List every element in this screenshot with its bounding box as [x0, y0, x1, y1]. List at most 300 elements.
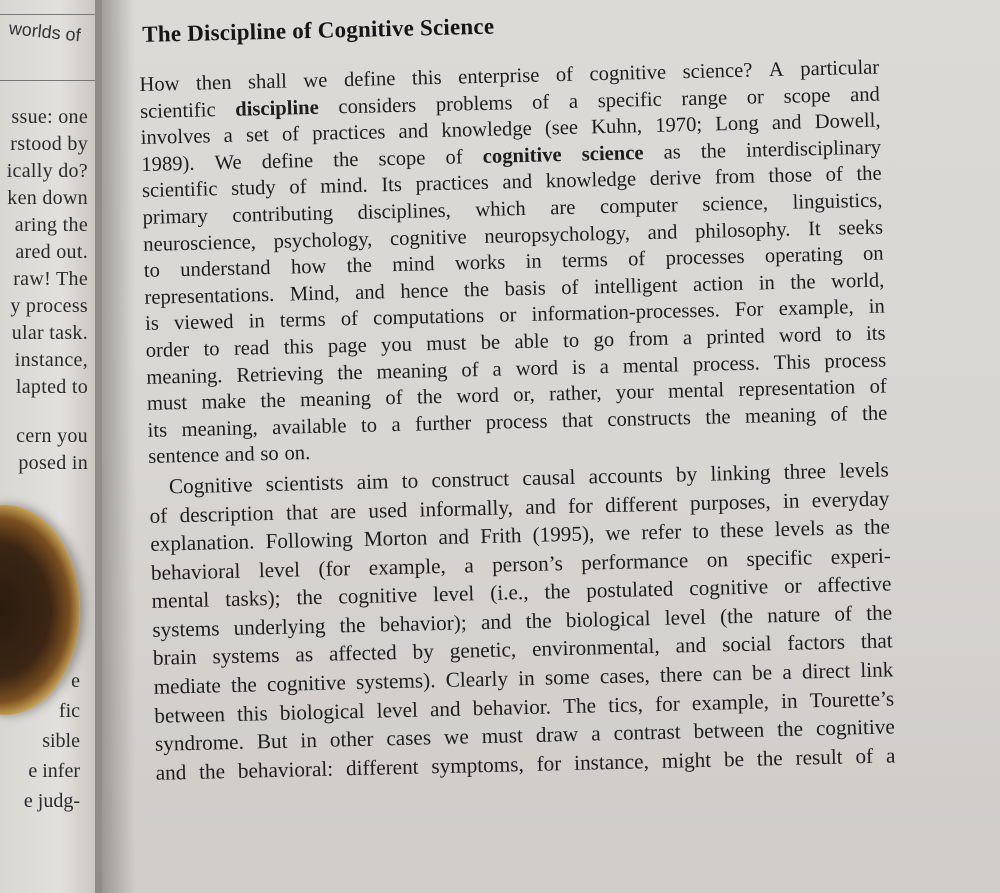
word: of: [561, 276, 579, 299]
word: define: [261, 149, 314, 173]
word: able: [514, 330, 550, 354]
word: you: [380, 333, 413, 357]
word: description: [179, 500, 275, 527]
word: scope: [378, 147, 426, 171]
word: the: [700, 139, 727, 163]
word: a: [391, 413, 401, 436]
word: a: [492, 358, 502, 381]
word: the: [337, 361, 363, 384]
word: process: [485, 410, 548, 434]
word: enterprise: [457, 64, 540, 89]
word: person’s: [491, 550, 564, 577]
left-page-fragment: e infer: [28, 760, 80, 782]
word: to: [203, 338, 220, 361]
word: of: [855, 743, 874, 769]
word: in: [868, 295, 886, 319]
word: to: [360, 414, 378, 437]
word: a: [885, 743, 896, 768]
word: level: [432, 581, 475, 607]
word: the: [198, 759, 226, 784]
word: in: [525, 250, 542, 274]
left-page-fragment: e: [71, 670, 80, 692]
word: make: [201, 390, 247, 414]
word: levels: [774, 516, 825, 542]
word: instance,: [573, 749, 650, 775]
word: example,: [691, 688, 770, 715]
word: so: [260, 443, 279, 466]
word: knowledge: [545, 168, 637, 193]
word: psychology,: [273, 228, 373, 253]
word: neuropsychology,: [484, 222, 631, 248]
word: that: [561, 409, 594, 432]
left-page-rule-top: [0, 14, 95, 15]
word: level: [376, 697, 419, 723]
word: then: [195, 71, 232, 95]
word: and: [524, 493, 557, 519]
left-page-fragment: ically do?: [6, 160, 88, 182]
word: and: [502, 171, 533, 194]
left-page-heading-text: worlds of: [7, 18, 82, 46]
word: and: [429, 696, 461, 721]
left-page-fragment: ared out.: [15, 241, 88, 263]
bold-term: discipline: [234, 96, 320, 121]
word: word: [515, 356, 559, 380]
word: in: [517, 665, 535, 691]
word: practices: [311, 121, 386, 146]
word: a: [223, 124, 234, 148]
word: the: [756, 745, 783, 771]
word: that: [285, 499, 319, 525]
word: specific: [746, 544, 813, 571]
left-page-fragment: ular task.: [11, 322, 88, 344]
word: systems).: [355, 668, 436, 695]
word: used: [368, 497, 408, 523]
word: sentence: [147, 444, 220, 469]
word: representations.: [144, 283, 275, 309]
left-page-fragment: raw! The: [13, 268, 88, 290]
word: the: [230, 672, 258, 698]
word: and: [224, 443, 255, 467]
word: for: [567, 492, 594, 518]
word: cases: [386, 725, 432, 751]
word: behavior);: [379, 610, 468, 637]
word: we: [303, 69, 328, 93]
word: the: [416, 386, 443, 409]
word: the: [525, 608, 552, 633]
word: construct: [431, 466, 510, 493]
word: behavioral: [150, 558, 241, 585]
word: word: [778, 323, 822, 347]
word: (the: [719, 603, 754, 629]
word: as: [663, 141, 682, 164]
word: of: [830, 403, 848, 426]
word: those: [768, 164, 813, 188]
word: how: [290, 255, 327, 279]
left-page-fragment: e judg-: [23, 790, 80, 812]
word: might: [661, 747, 712, 773]
word: the: [863, 514, 891, 540]
word: action: [692, 272, 744, 296]
word: a: [463, 552, 474, 578]
word: intelligent: [593, 274, 678, 299]
word: mind.: [319, 175, 368, 199]
word: meaning: [299, 387, 372, 412]
word: and: [438, 524, 470, 550]
word: and: [480, 609, 512, 634]
word: the: [260, 389, 286, 413]
word: syndrome.: [154, 729, 245, 757]
word: are: [550, 196, 576, 220]
word: page: [327, 334, 367, 358]
word: from: [714, 165, 756, 189]
word: everyday: [811, 485, 890, 512]
left-page-fragment: instance,: [14, 349, 88, 371]
word: primary: [142, 205, 209, 229]
word: processes: [665, 245, 745, 270]
word: basis: [504, 277, 547, 301]
word: affected: [328, 640, 398, 667]
word: cognitive: [266, 670, 347, 697]
word: scientific: [139, 98, 216, 123]
word: a: [682, 326, 693, 350]
word: are: [329, 498, 357, 524]
word: of: [531, 90, 550, 114]
word: Tourette’s: [809, 686, 895, 713]
word: the: [296, 585, 323, 610]
word: computer: [599, 194, 678, 219]
word: is: [144, 312, 160, 336]
word: available: [271, 414, 347, 439]
word: and: [354, 281, 386, 304]
word: We: [214, 151, 242, 175]
word: further: [414, 411, 472, 436]
word: genetic,: [449, 637, 517, 664]
word: of: [385, 386, 403, 410]
left-page-fragments-top: [7, 104, 88, 401]
book-gutter-shadow: [95, 0, 135, 893]
word: of: [869, 375, 887, 398]
word: cognitive: [389, 225, 467, 250]
left-page-fragment: sible: [42, 730, 80, 752]
word: (i.e.,: [489, 580, 529, 606]
word: This: [773, 350, 811, 374]
word: or: [499, 304, 517, 327]
word: on: [706, 546, 729, 572]
word: example,: [778, 296, 854, 321]
word: by: [675, 461, 698, 487]
word: by: [412, 639, 435, 665]
word: philosophy.: [694, 218, 791, 243]
word: there: [659, 661, 703, 687]
word: be: [480, 331, 501, 354]
word: and: [849, 83, 881, 106]
word: aim: [356, 469, 389, 494]
word: The: [562, 693, 597, 718]
word: must: [426, 332, 467, 356]
word: this: [283, 335, 314, 359]
word: meaning: [744, 403, 817, 428]
word: in: [248, 310, 265, 333]
word: biological: [565, 605, 651, 632]
left-page-fragment: posed in: [18, 452, 88, 474]
word: and: [771, 111, 802, 135]
word: different: [604, 490, 678, 517]
left-page-fragment: lapted to: [15, 376, 88, 398]
word: mental: [151, 587, 210, 614]
word: knowledge: [441, 117, 532, 143]
word: nature: [766, 601, 821, 628]
word: systems: [152, 616, 220, 642]
word: hence: [400, 279, 449, 303]
word: rather,: [548, 382, 602, 406]
word: on.: [284, 442, 311, 465]
word: be: [723, 746, 745, 772]
word: this: [411, 66, 442, 90]
word: 1970;: [654, 113, 703, 138]
word: A: [768, 58, 785, 82]
word: example,: [368, 553, 447, 580]
word: the: [463, 278, 490, 302]
word: draw: [535, 722, 579, 748]
word: of: [461, 358, 479, 382]
word: of: [834, 601, 853, 626]
word: biological: [279, 698, 365, 725]
word: scientific: [141, 178, 218, 203]
word: environmental,: [531, 634, 660, 662]
word: explanation.: [150, 529, 255, 556]
word: level: [664, 604, 707, 630]
word: must: [481, 723, 524, 749]
word: cognitive: [589, 61, 667, 86]
word: factors: [787, 629, 846, 656]
word: mind: [392, 253, 435, 277]
word: social: [721, 631, 772, 657]
word: contributing: [232, 202, 334, 227]
word: the: [332, 148, 359, 172]
word: we: [605, 520, 631, 546]
word: But: [256, 728, 288, 754]
word: Morton: [363, 525, 428, 551]
word: affective: [817, 571, 892, 598]
word: derive: [649, 167, 702, 191]
word: Long: [714, 112, 759, 136]
word: other: [329, 726, 374, 752]
word: postulated: [585, 576, 674, 603]
word: particular: [800, 56, 880, 81]
word: How: [139, 73, 180, 96]
word: a: [590, 721, 601, 746]
word: Its: [381, 174, 403, 197]
section-title: The Discipline of Cognitive Science: [141, 13, 495, 47]
word: practices: [415, 172, 489, 196]
word: as: [295, 642, 314, 667]
word: of: [627, 248, 646, 271]
word: which: [475, 197, 526, 222]
word: levels: [839, 457, 889, 483]
word: link: [860, 657, 894, 683]
word: mediate: [153, 673, 221, 699]
word: define: [343, 67, 396, 92]
word: works: [454, 251, 506, 275]
word: level: [258, 557, 301, 582]
word: viewed: [173, 311, 234, 335]
word: to: [143, 259, 161, 283]
word: to: [835, 323, 852, 346]
word: scope: [783, 84, 831, 108]
word: cognitive: [338, 582, 418, 609]
word: linguistics,: [792, 189, 883, 214]
bold-term: science: [581, 141, 644, 166]
word: seeks: [838, 216, 884, 240]
word: the: [705, 405, 731, 429]
word: meaning: [376, 359, 448, 384]
word: printed: [706, 325, 765, 349]
word: between: [154, 701, 226, 728]
word: process: [824, 349, 887, 373]
word: constructs: [607, 406, 692, 431]
word: disciplines,: [357, 199, 452, 224]
word: of: [281, 123, 300, 146]
word: as: [834, 515, 854, 540]
word: information-processes.: [531, 299, 720, 327]
word: understand: [179, 257, 271, 282]
word: scientists: [265, 470, 344, 497]
word: to: [401, 468, 419, 493]
word: Retrieving: [236, 362, 324, 387]
word: the: [861, 402, 888, 425]
word: systems: [212, 643, 280, 669]
word: we: [443, 724, 469, 750]
word: representation: [738, 376, 856, 402]
left-page-fragment: rstood by: [10, 133, 88, 155]
word: three: [783, 458, 827, 484]
word: terms: [279, 309, 326, 333]
word: science?: [682, 59, 753, 84]
word: the: [865, 600, 893, 625]
word: read: [233, 336, 270, 360]
word: It: [807, 217, 821, 240]
word: and: [155, 759, 187, 785]
left-page-fragment: aring the: [14, 214, 88, 236]
word: different: [345, 754, 419, 781]
word: Dowell,: [814, 109, 881, 134]
word: or: [746, 85, 765, 109]
word: Frith: [479, 523, 522, 549]
word: some: [544, 664, 590, 690]
word: world,: [830, 269, 885, 293]
word: informally,: [419, 494, 514, 521]
left-page-fragment: ken down: [7, 187, 88, 209]
word: your: [615, 381, 654, 404]
left-page-fragment: ssue: one: [11, 106, 88, 128]
word: in: [780, 688, 798, 713]
word: a: [599, 355, 610, 378]
word: underlying: [233, 613, 326, 640]
word: in: [758, 271, 776, 295]
word: shall: [247, 70, 288, 94]
word: a: [568, 90, 579, 113]
word: for: [536, 751, 562, 776]
word: brain: [152, 645, 197, 671]
word: and: [398, 120, 429, 144]
word: behavior.: [472, 694, 552, 720]
word: and: [647, 220, 678, 244]
word: Cognitive: [168, 472, 253, 499]
page-content: [138, 5, 896, 788]
word: computations: [372, 305, 485, 330]
word: the: [339, 612, 366, 638]
word: or: [783, 573, 802, 599]
word: Mind,: [289, 282, 340, 306]
word: the: [544, 579, 571, 604]
word: of: [340, 308, 359, 331]
word: a: [782, 659, 793, 685]
word: in: [300, 728, 318, 753]
word: process.: [692, 351, 761, 376]
left-page-fragments-mid: [16, 423, 88, 477]
left-page-heading: [8, 18, 82, 46]
bold-term: cognitive: [482, 143, 562, 168]
word: Kuhn,: [590, 115, 643, 139]
word: of: [289, 176, 307, 199]
word: specific: [597, 88, 662, 112]
word: study: [230, 177, 276, 201]
left-page-fragment: fic: [58, 700, 80, 722]
word: linking: [710, 460, 771, 486]
word: refer: [641, 519, 682, 545]
word: in: [782, 488, 800, 513]
word: operating: [764, 243, 843, 268]
word: the: [776, 716, 804, 742]
word: to: [692, 518, 710, 544]
word: direct: [801, 658, 851, 684]
word: causal: [522, 464, 576, 490]
word: of: [149, 502, 168, 528]
paragraph-2: [149, 455, 896, 787]
word: meaning,: [181, 417, 258, 441]
word: the: [856, 162, 882, 186]
left-page-fragment: cern you: [16, 425, 88, 447]
word: for: [654, 691, 681, 716]
word: be: [751, 660, 773, 685]
word: For: [734, 298, 764, 322]
word: cognitive: [815, 714, 896, 741]
word: problems: [435, 91, 513, 116]
word: tics,: [607, 691, 644, 717]
word: accounts: [588, 462, 663, 489]
word: tasks);: [224, 586, 281, 612]
word: these: [719, 517, 764, 543]
word: to: [562, 329, 580, 353]
word: the: [790, 270, 816, 294]
word: this: [236, 700, 268, 726]
word: must: [146, 392, 188, 416]
word: behavioral:: [237, 756, 334, 783]
word: set: [245, 124, 270, 147]
word: that: [860, 628, 893, 654]
left-page-rule-bottom: [0, 80, 95, 81]
word: go: [593, 328, 615, 352]
word: of: [555, 63, 574, 87]
word: symptoms,: [431, 751, 525, 779]
word: terms: [561, 249, 609, 273]
word: neuroscience,: [142, 230, 257, 256]
word: the: [346, 254, 373, 278]
word: Following: [265, 527, 353, 554]
word: experi-: [830, 543, 892, 569]
word: is: [571, 356, 586, 379]
word: from: [628, 327, 669, 351]
